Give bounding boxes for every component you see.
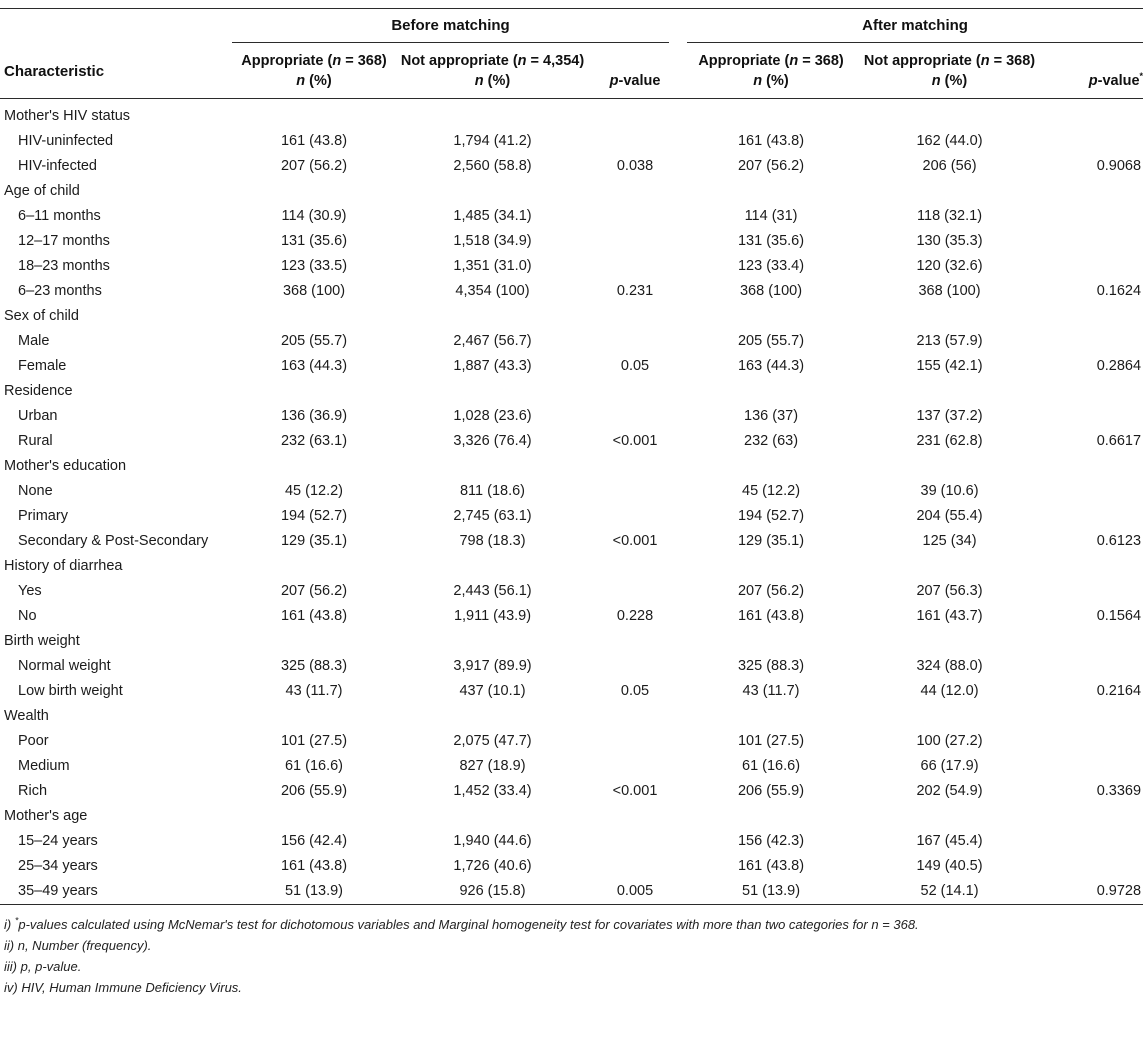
cell: 368 (100): [282, 283, 346, 299]
cell: [1042, 254, 1143, 279]
cell: 0.231: [616, 283, 654, 299]
cell: 207 (56.3): [916, 583, 983, 599]
cell: 161 (43.8): [280, 858, 348, 874]
cell: 130 (35.3): [916, 233, 983, 249]
cell: 3,326 (76.4): [453, 433, 532, 449]
cell: 798 (18.3): [459, 533, 526, 549]
group-label: Mother's HIV status: [4, 108, 131, 124]
after-not-appropriate-n-pct-header: n (%): [857, 69, 1042, 99]
before-appropriate-header: Appropriate (n = 368): [241, 53, 387, 69]
cell: 45 (12.2): [742, 483, 801, 499]
cell: 1,887 (43.3): [453, 358, 532, 374]
row-label: 25–34 years: [18, 858, 98, 874]
cell: 437 (10.1): [459, 683, 526, 699]
group-row: [0, 704, 1143, 729]
spanner-empty-cell: [0, 9, 228, 44]
table-row: [0, 479, 1143, 504]
table-row: [0, 229, 1143, 254]
cell: 325 (88.3): [737, 658, 805, 674]
cell: 43 (11.7): [742, 683, 800, 699]
cell: 0.1624: [1096, 283, 1142, 299]
cell: 1,485 (34.1): [453, 208, 532, 224]
table-row: [0, 529, 1143, 554]
table-row: [0, 154, 1143, 179]
row-label: 35–49 years: [18, 883, 98, 899]
cell: 161 (43.8): [280, 608, 348, 624]
group-row: [0, 379, 1143, 404]
before-p-spacer: [585, 43, 685, 69]
cell: 2,467 (56.7): [453, 333, 532, 349]
cell: 0.2164: [1096, 683, 1142, 699]
group-label: Mother's age: [4, 808, 88, 824]
cell: 114 (30.9): [281, 208, 347, 224]
cell: 0.005: [616, 883, 654, 899]
cell: 0.6617: [1096, 433, 1142, 449]
cell: 1,911 (43.9): [453, 608, 532, 624]
cell: 120 (32.6): [916, 258, 983, 274]
cell: [1042, 579, 1143, 604]
cell: 125 (34): [922, 533, 977, 549]
cell: [1042, 404, 1143, 429]
cell: 131 (35.6): [280, 233, 348, 249]
cell: 0.038: [616, 158, 654, 174]
cell: [1042, 204, 1143, 229]
cell: [585, 654, 685, 679]
cell: 167 (45.4): [916, 833, 983, 849]
cell: 3,917 (89.9): [453, 658, 532, 674]
after-not-appropriate-header: Not appropriate (n = 368): [863, 53, 1036, 69]
row-label: Female: [18, 358, 67, 374]
group-row: [0, 304, 1143, 329]
cell: [585, 404, 685, 429]
cell: 156 (42.4): [280, 833, 348, 849]
cell: 207 (56.2): [737, 583, 805, 599]
row-label: Medium: [18, 758, 70, 774]
cell: 207 (56.2): [280, 583, 348, 599]
cell: [585, 229, 685, 254]
cell: 232 (63.1): [280, 433, 348, 449]
row-label: 12–17 months: [18, 233, 110, 249]
cell: 161 (43.8): [737, 133, 805, 149]
cell: 0.2864: [1096, 358, 1142, 374]
cell: 163 (44.3): [737, 358, 805, 374]
cell: 926 (15.8): [459, 883, 526, 899]
row-label: Normal weight: [18, 658, 111, 674]
after-p-value-header: p-value*: [1042, 69, 1143, 99]
cell: 61 (16.6): [284, 758, 344, 774]
table-row: [0, 679, 1143, 704]
row-label: 6–11 months: [18, 208, 101, 224]
row-label: Rural: [18, 433, 53, 449]
group-label: Residence: [4, 383, 73, 399]
cell: [585, 754, 685, 779]
table-body: [0, 99, 1143, 905]
cell: <0.001: [612, 533, 658, 549]
cell: 0.9728: [1096, 883, 1142, 899]
row-label: HIV-infected: [18, 158, 97, 174]
subheader-row: [0, 43, 1143, 69]
table-row: [0, 579, 1143, 604]
cell: 324 (88.0): [916, 658, 983, 674]
before-matching-label: Before matching: [232, 17, 669, 43]
cell: <0.001: [612, 433, 658, 449]
cell: 205 (55.7): [280, 333, 348, 349]
cell: [585, 479, 685, 504]
cell: 101 (27.5): [737, 733, 805, 749]
group-label: Sex of child: [4, 308, 79, 324]
cell: 161 (43.8): [280, 133, 348, 149]
cell: 207 (56.2): [737, 158, 805, 174]
cell: 45 (12.2): [284, 483, 344, 499]
after-appropriate-n-pct-header: n (%): [685, 69, 857, 99]
cell: 161 (43.8): [737, 858, 805, 874]
cell: 811 (18.6): [459, 483, 526, 499]
cell: 206 (56): [922, 158, 977, 174]
row-label: Poor: [18, 733, 49, 749]
cell: 162 (44.0): [916, 133, 983, 149]
cell: <0.001: [612, 783, 658, 799]
cell: [1042, 504, 1143, 529]
cell: 1,726 (40.6): [453, 858, 532, 874]
table-row: [0, 279, 1143, 304]
before-matching-header: [228, 9, 685, 44]
cell: 0.1564: [1096, 608, 1142, 624]
cell: 149 (40.5): [916, 858, 983, 874]
cell: 206 (55.9): [280, 783, 348, 799]
cell: 194 (52.7): [280, 508, 348, 524]
cell: 368 (100): [739, 283, 803, 299]
cell: 161 (43.8): [737, 608, 805, 624]
cell: 2,075 (47.7): [453, 733, 532, 749]
table-row: [0, 854, 1143, 879]
table-row: [0, 354, 1143, 379]
cell: 202 (54.9): [916, 783, 983, 799]
row-label: Yes: [18, 583, 42, 599]
cell: [1042, 729, 1143, 754]
group-row: [0, 554, 1143, 579]
after-matching-header: [685, 9, 1143, 44]
cell: 61 (16.6): [742, 758, 801, 774]
footnote: iii) p, p-value.: [4, 959, 82, 974]
table-row: [0, 829, 1143, 854]
cell: 51 (13.9): [284, 883, 344, 899]
table-row: [0, 429, 1143, 454]
cell: 52 (14.1): [920, 883, 979, 899]
cell: 0.228: [616, 608, 654, 624]
table-row: [0, 879, 1143, 905]
cell: [585, 854, 685, 879]
cell: 123 (33.4): [737, 258, 805, 274]
group-row: [0, 179, 1143, 204]
row-label: None: [18, 483, 53, 499]
cell: [1042, 479, 1143, 504]
cell: 213 (57.9): [916, 333, 983, 349]
cell: 2,560 (58.8): [453, 158, 532, 174]
cell: 204 (55.4): [916, 508, 983, 524]
cell: 44 (12.0): [920, 683, 979, 699]
cell: 136 (37): [744, 408, 799, 424]
cell: [1042, 754, 1143, 779]
cell: 163 (44.3): [280, 358, 348, 374]
group-label: Age of child: [4, 183, 80, 199]
table-row: [0, 404, 1143, 429]
cell: 1,028 (23.6): [453, 408, 532, 424]
table-row: [0, 329, 1143, 354]
footnotes: [0, 905, 1143, 998]
table-row: [0, 204, 1143, 229]
row-label: HIV-uninfected: [18, 133, 114, 149]
cell: [585, 254, 685, 279]
footnote: i) *p-values calculated using McNemar's test for dichotomous variables and Marginal homogeneity test for covariates with more than two categories for n = 368.: [4, 915, 919, 932]
cell: 1,794 (41.2): [453, 133, 532, 149]
cell: [1042, 129, 1143, 154]
row-label: Primary: [18, 508, 68, 524]
cell: 136 (36.9): [280, 408, 348, 424]
table-row: [0, 654, 1143, 679]
cell: [1042, 854, 1143, 879]
row-label: Rich: [18, 783, 48, 799]
cell: 155 (42.1): [916, 358, 983, 374]
cell: 156 (42.3): [737, 833, 805, 849]
cell: 1,452 (33.4): [453, 783, 532, 799]
cell: 1,940 (44.6): [453, 833, 532, 849]
cell: 123 (33.5): [280, 258, 348, 274]
row-label: Low birth weight: [18, 683, 123, 699]
footnote: iv) HIV, Human Immune Deficiency Virus.: [4, 980, 242, 995]
spanner-row: [0, 9, 1143, 44]
after-matching-label: After matching: [687, 17, 1143, 43]
table-row: [0, 604, 1143, 629]
cell: [585, 829, 685, 854]
cell: 0.3369: [1096, 783, 1142, 799]
cell: [1042, 829, 1143, 854]
row-label: No: [18, 608, 37, 624]
cell: 129 (35.1): [737, 533, 805, 549]
cell: 43 (11.7): [285, 683, 343, 699]
cell: [1042, 654, 1143, 679]
cell: [1042, 329, 1143, 354]
table-row: [0, 129, 1143, 154]
cell: 129 (35.1): [280, 533, 348, 549]
cell: 161 (43.7): [916, 608, 983, 624]
cell: 0.05: [620, 683, 650, 699]
group-label: Birth weight: [4, 633, 80, 649]
table-header: [0, 9, 1143, 99]
cell: 2,745 (63.1): [453, 508, 532, 524]
row-label: 15–24 years: [18, 833, 98, 849]
group-row: [0, 454, 1143, 479]
row-label: Urban: [18, 408, 58, 424]
cell: 131 (35.6): [737, 233, 805, 249]
cell: 1,351 (31.0): [453, 258, 532, 274]
table-row: [0, 504, 1143, 529]
group-label: Mother's education: [4, 458, 127, 474]
cell: 232 (63): [744, 433, 799, 449]
cell: [585, 504, 685, 529]
group-row: [0, 629, 1143, 654]
table-row: [0, 729, 1143, 754]
after-appropriate-header: Appropriate (n = 368): [698, 53, 844, 69]
row-label: 6–23 months: [18, 283, 102, 299]
cell: 207 (56.2): [280, 158, 348, 174]
cell: 100 (27.2): [916, 733, 983, 749]
table-row: [0, 754, 1143, 779]
footnote: ii) n, Number (frequency).: [4, 938, 152, 953]
group-label: History of diarrhea: [4, 558, 123, 574]
cell: 0.05: [620, 358, 650, 374]
after-p-spacer: [1042, 43, 1143, 69]
cell: 0.6123: [1096, 533, 1142, 549]
cell: [585, 204, 685, 229]
cell: 1,518 (34.9): [453, 233, 532, 249]
row-label: Secondary & Post-Secondary: [18, 533, 209, 549]
row-label: Male: [18, 333, 50, 349]
before-p-value-header: p-value: [585, 69, 685, 99]
cell: 325 (88.3): [280, 658, 348, 674]
table-row: [0, 254, 1143, 279]
cell: 4,354 (100): [455, 283, 530, 299]
cell: 194 (52.7): [737, 508, 805, 524]
table-row: [0, 779, 1143, 804]
cell: 51 (13.9): [742, 883, 801, 899]
row-label: 18–23 months: [18, 258, 110, 274]
cell: 0.9068: [1096, 158, 1142, 174]
before-not-appropriate-header: Not appropriate (n = 4,354): [400, 53, 585, 69]
cell: 231 (62.8): [916, 433, 983, 449]
cell: [585, 729, 685, 754]
before-appropriate-n-pct-header: n (%): [228, 69, 400, 99]
characteristic-header: Characteristic: [0, 43, 228, 99]
before-not-appropriate-n-pct-header: n (%): [400, 69, 585, 99]
matching-table: [0, 8, 1143, 905]
cell: 114 (31): [744, 208, 798, 224]
cell: [585, 579, 685, 604]
cell: 118 (32.1): [917, 208, 983, 224]
cell: 137 (37.2): [916, 408, 983, 424]
cell: [585, 329, 685, 354]
cell: [585, 129, 685, 154]
cell: 206 (55.9): [737, 783, 805, 799]
cell: 39 (10.6): [920, 483, 979, 499]
cell: 205 (55.7): [737, 333, 805, 349]
group-row: [0, 99, 1143, 130]
cell: 101 (27.5): [280, 733, 348, 749]
group-row: [0, 804, 1143, 829]
cell: 2,443 (56.1): [453, 583, 532, 599]
cell: [1042, 229, 1143, 254]
cell: 368 (100): [918, 283, 981, 299]
group-label: Wealth: [4, 708, 49, 724]
cell: 827 (18.9): [459, 758, 526, 774]
cell: 66 (17.9): [920, 758, 979, 774]
